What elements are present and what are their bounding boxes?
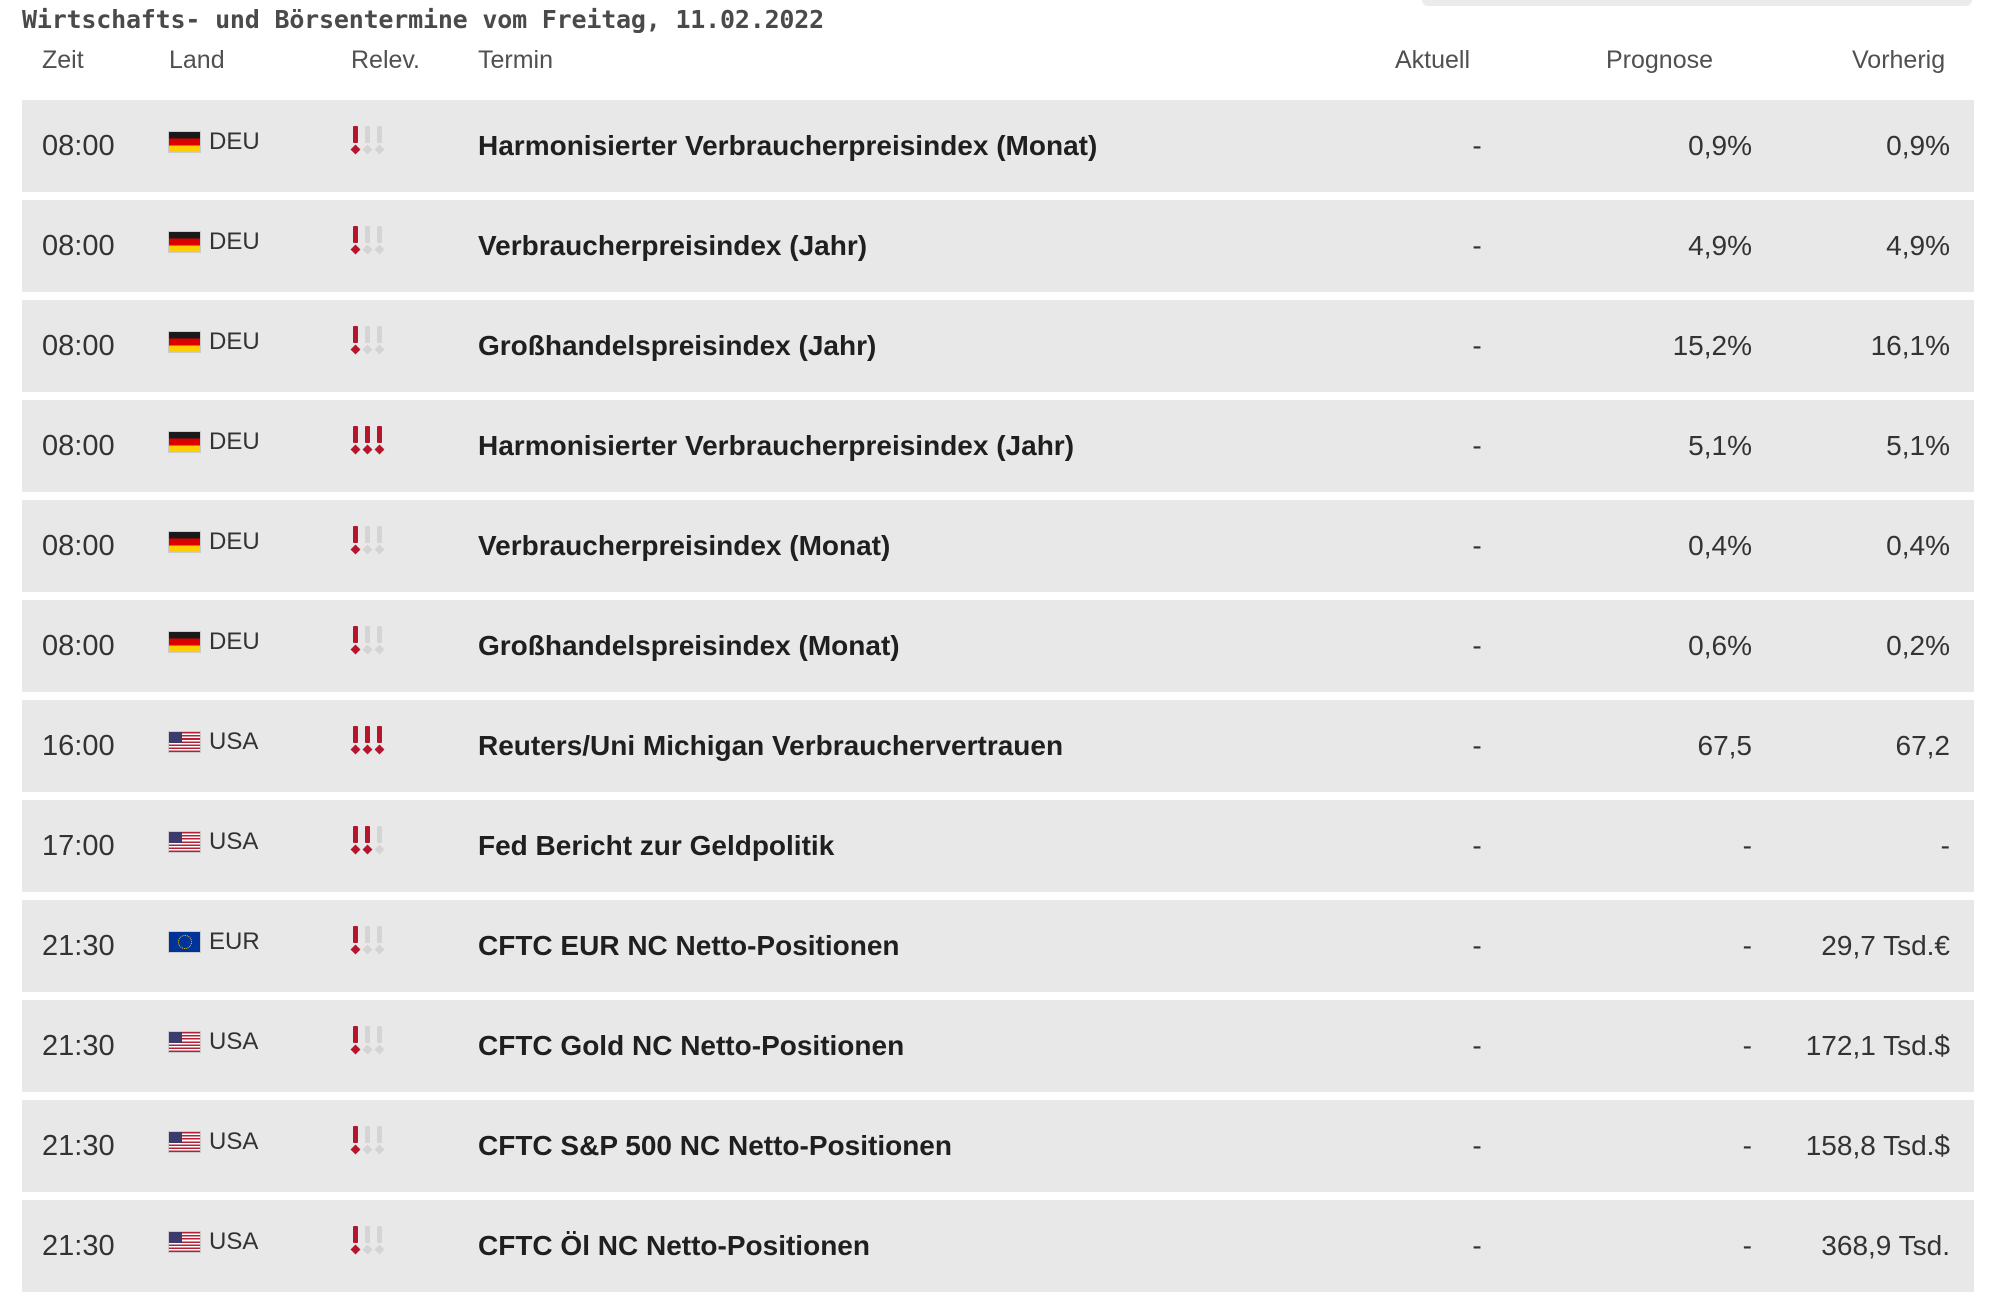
country-code: USA — [209, 1127, 259, 1155]
event-time: 08:00 — [42, 630, 115, 662]
event-previous: 67,2 — [1895, 730, 1950, 761]
event-title[interactable]: Verbraucherpreisindex (Monat) — [478, 530, 891, 561]
relevance-inactive-icon — [375, 826, 385, 856]
table-row[interactable] — [22, 1000, 1974, 1092]
event-forecast: - — [1742, 1230, 1752, 1261]
event-country — [169, 700, 258, 792]
flag-us-icon — [169, 732, 200, 752]
relevance-indicator — [351, 900, 387, 992]
relevance-inactive-icon — [375, 926, 385, 956]
event-title[interactable]: Verbraucherpreisindex (Jahr) — [478, 230, 868, 261]
relevance-active-icon — [363, 726, 373, 756]
event-actual: - — [1472, 130, 1482, 161]
relevance-inactive-icon — [375, 1126, 385, 1156]
event-time: 16:00 — [42, 730, 115, 762]
relevance-active-icon — [351, 126, 361, 156]
event-forecast: 0,9% — [1688, 130, 1752, 161]
flag-de-icon — [169, 432, 200, 452]
table-row[interactable] — [22, 900, 1974, 992]
relevance-inactive-icon — [363, 526, 373, 556]
event-previous: 172,1 Tsd.$ — [1805, 1030, 1950, 1061]
table-row[interactable] — [22, 100, 1974, 192]
country-code: DEU — [209, 127, 260, 155]
event-previous: 0,2% — [1886, 630, 1950, 661]
table-row[interactable] — [22, 300, 1974, 392]
event-actual: - — [1472, 930, 1482, 961]
event-actual: - — [1472, 1130, 1482, 1161]
country-code: DEU — [209, 427, 260, 455]
table-row[interactable] — [22, 200, 1974, 292]
table-row[interactable] — [22, 800, 1974, 892]
column-header-term[interactable]: Termin — [478, 46, 554, 74]
event-title[interactable]: Großhandelspreisindex (Jahr) — [478, 330, 877, 361]
relevance-indicator — [351, 200, 387, 292]
relevance-active-icon — [351, 426, 361, 456]
relevance-inactive-icon — [363, 926, 373, 956]
column-header-actual[interactable]: Aktuell — [1395, 46, 1471, 74]
relevance-indicator — [351, 1000, 387, 1092]
event-time: 08:00 — [42, 130, 115, 162]
event-forecast: 67,5 — [1697, 730, 1752, 761]
country-code: USA — [209, 727, 259, 755]
flag-eu-icon — [169, 932, 200, 952]
table-row[interactable] — [22, 400, 1974, 492]
event-title[interactable]: Reuters/Uni Michigan Verbrauchervertrauen — [478, 730, 1064, 761]
event-time: 08:00 — [42, 230, 115, 262]
country-code: DEU — [209, 227, 260, 255]
event-title[interactable]: Großhandelspreisindex (Monat) — [478, 630, 900, 661]
relevance-inactive-icon — [375, 226, 385, 256]
event-time: 21:30 — [42, 1130, 115, 1162]
flag-us-icon — [169, 832, 200, 852]
relevance-inactive-icon — [363, 1226, 373, 1256]
flag-us-icon — [169, 1132, 200, 1152]
relevance-indicator — [351, 800, 387, 892]
relevance-indicator — [351, 600, 387, 692]
event-previous: 16,1% — [1870, 330, 1950, 361]
relevance-inactive-icon — [375, 526, 385, 556]
relevance-active-icon — [351, 826, 361, 856]
event-previous: - — [1940, 830, 1950, 861]
event-actual: - — [1472, 230, 1482, 261]
relevance-indicator — [351, 400, 387, 492]
column-header-previous[interactable]: Vorherig — [1852, 46, 1946, 74]
event-actual: - — [1472, 430, 1482, 461]
relevance-inactive-icon — [363, 326, 373, 356]
relevance-inactive-icon — [375, 626, 385, 656]
relevance-active-icon — [351, 626, 361, 656]
event-title[interactable]: CFTC Öl NC Netto-Positionen — [478, 1230, 870, 1261]
event-time: 21:30 — [42, 1230, 115, 1262]
event-country — [169, 600, 260, 692]
country-code: DEU — [209, 527, 260, 555]
event-forecast: - — [1742, 830, 1752, 861]
relevance-indicator — [351, 1200, 387, 1292]
event-forecast: 0,6% — [1688, 630, 1752, 661]
event-forecast: 15,2% — [1672, 330, 1752, 361]
table-row[interactable] — [22, 1100, 1974, 1192]
relevance-active-icon — [351, 226, 361, 256]
event-previous: 158,8 Tsd.$ — [1805, 1130, 1950, 1161]
relevance-inactive-icon — [375, 1226, 385, 1256]
event-actual: - — [1472, 1030, 1482, 1061]
table-header — [22, 46, 1974, 82]
event-previous: 368,9 Tsd. — [1821, 1230, 1950, 1261]
event-title[interactable]: Harmonisierter Verbraucherpreisindex (Monat) — [478, 130, 1098, 161]
event-country — [169, 400, 260, 492]
relevance-inactive-icon — [363, 1026, 373, 1056]
table-row[interactable] — [22, 700, 1974, 792]
event-country — [169, 100, 260, 192]
event-country — [169, 1200, 258, 1292]
event-forecast: - — [1742, 1130, 1752, 1161]
event-time: 08:00 — [42, 430, 115, 462]
event-forecast: 4,9% — [1688, 230, 1752, 261]
event-actual: - — [1472, 630, 1482, 661]
event-title[interactable]: CFTC S&P 500 NC Netto-Positionen — [478, 1130, 952, 1161]
event-time: 21:30 — [42, 930, 115, 962]
event-actual: - — [1472, 730, 1482, 761]
event-country — [169, 900, 260, 992]
event-country — [169, 1100, 258, 1192]
event-actual: - — [1472, 330, 1482, 361]
event-forecast: - — [1742, 930, 1752, 961]
relevance-active-icon — [363, 426, 373, 456]
relevance-active-icon — [351, 1226, 361, 1256]
table-row[interactable] — [22, 600, 1974, 692]
relevance-inactive-icon — [363, 226, 373, 256]
event-time: 17:00 — [42, 830, 115, 862]
event-actual: - — [1472, 830, 1482, 861]
relevance-inactive-icon — [363, 626, 373, 656]
column-header-relevance[interactable]: Relev. — [351, 46, 421, 74]
event-previous: 0,4% — [1886, 530, 1950, 561]
event-title[interactable]: CFTC EUR NC Netto-Positionen — [478, 930, 900, 961]
column-header-land[interactable]: Land — [169, 46, 225, 74]
relevance-active-icon — [351, 1126, 361, 1156]
event-actual: - — [1472, 530, 1482, 561]
table-row[interactable] — [22, 1200, 1974, 1292]
flag-us-icon — [169, 1232, 200, 1252]
event-previous: 0,9% — [1886, 130, 1950, 161]
relevance-indicator — [351, 300, 387, 392]
relevance-inactive-icon — [363, 1126, 373, 1156]
event-country — [169, 1000, 258, 1092]
relevance-indicator — [351, 100, 387, 192]
column-header-time[interactable]: Zeit — [42, 46, 84, 74]
relevance-active-icon — [351, 526, 361, 556]
relevance-active-icon — [375, 726, 385, 756]
event-forecast: 5,1% — [1688, 430, 1752, 461]
flag-de-icon — [169, 232, 200, 252]
country-code: DEU — [209, 627, 260, 655]
flag-de-icon — [169, 532, 200, 552]
country-code: USA — [209, 1027, 259, 1055]
event-forecast: - — [1742, 1030, 1752, 1061]
top-right-tab — [1422, 0, 1972, 6]
relevance-active-icon — [351, 726, 361, 756]
event-country — [169, 500, 260, 592]
country-code: USA — [209, 827, 259, 855]
event-title[interactable]: Fed Bericht zur Geldpolitik — [478, 830, 835, 861]
table-row[interactable] — [22, 500, 1974, 592]
flag-us-icon — [169, 1032, 200, 1052]
event-previous: 4,9% — [1886, 230, 1950, 261]
country-code: EUR — [209, 927, 260, 955]
relevance-active-icon — [351, 326, 361, 356]
flag-de-icon — [169, 132, 200, 152]
event-country — [169, 800, 258, 892]
relevance-indicator — [351, 500, 387, 592]
event-previous: 29,7 Tsd.€ — [1821, 930, 1950, 961]
event-previous: 5,1% — [1886, 430, 1950, 461]
event-country — [169, 200, 260, 292]
relevance-active-icon — [363, 826, 373, 856]
event-actual: - — [1472, 1230, 1482, 1261]
event-time: 08:00 — [42, 530, 115, 562]
country-code: USA — [209, 1227, 259, 1255]
flag-de-icon — [169, 332, 200, 352]
event-time: 08:00 — [42, 330, 115, 362]
country-code: DEU — [209, 327, 260, 355]
event-title[interactable]: Harmonisierter Verbraucherpreisindex (Jahr) — [478, 430, 1075, 461]
page-title: Wirtschafts- und Börsentermine vom Freitag, 11.02.2022 — [22, 5, 824, 34]
relevance-inactive-icon — [375, 326, 385, 356]
relevance-indicator — [351, 1100, 387, 1192]
flag-de-icon — [169, 632, 200, 652]
relevance-active-icon — [351, 1026, 361, 1056]
column-header-forecast[interactable]: Prognose — [1606, 46, 1714, 74]
relevance-indicator — [351, 700, 387, 792]
relevance-inactive-icon — [363, 126, 373, 156]
event-time: 21:30 — [42, 1030, 115, 1062]
relevance-active-icon — [351, 926, 361, 956]
relevance-active-icon — [375, 426, 385, 456]
relevance-inactive-icon — [375, 1026, 385, 1056]
relevance-inactive-icon — [375, 126, 385, 156]
event-title[interactable]: CFTC Gold NC Netto-Positionen — [478, 1030, 905, 1061]
event-country — [169, 300, 260, 392]
event-forecast: 0,4% — [1688, 530, 1752, 561]
